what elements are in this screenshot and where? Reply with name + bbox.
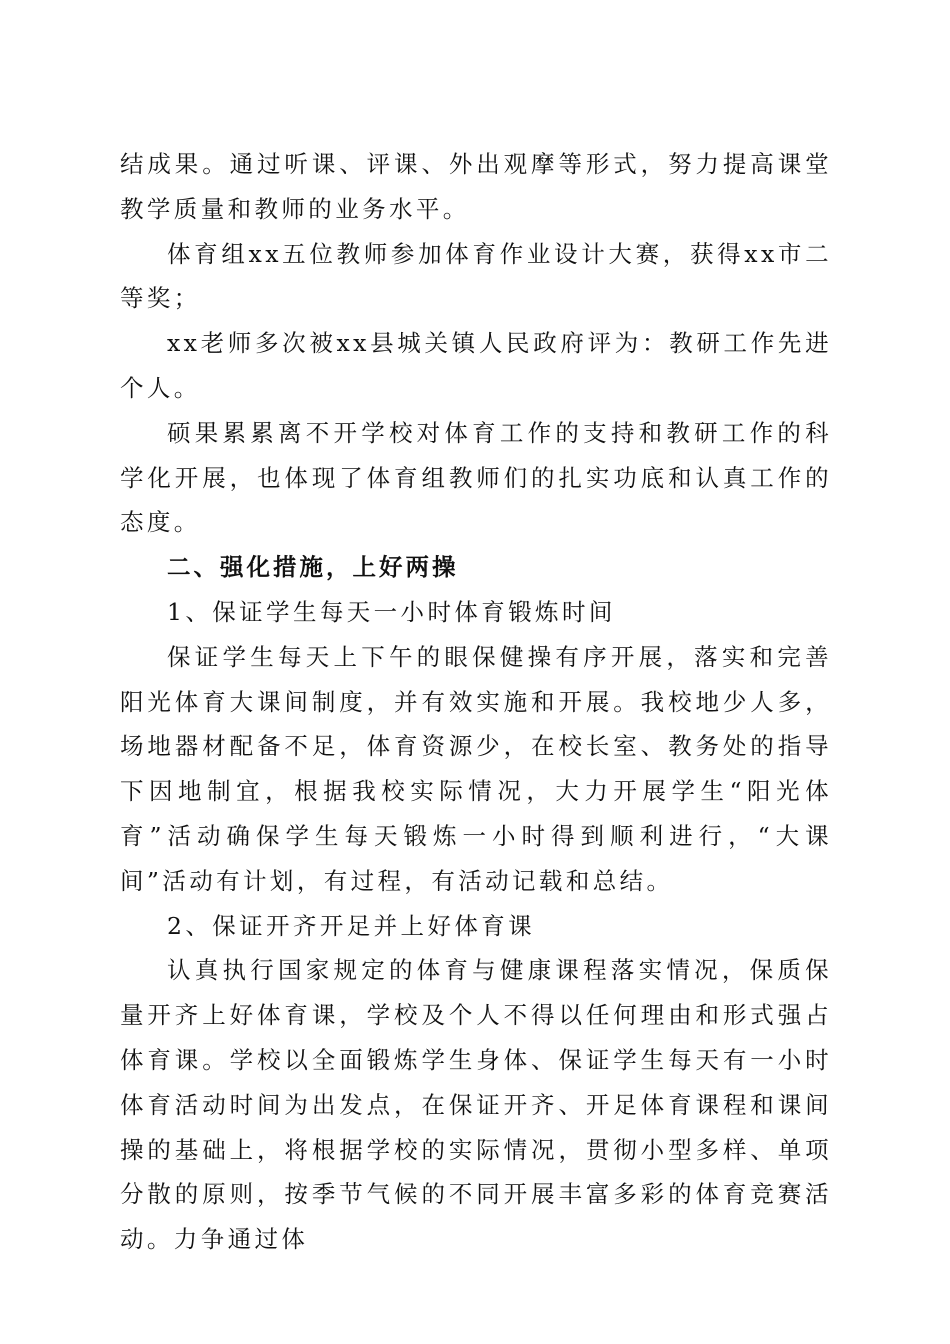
subheading-one-hour-exercise: 1、保证学生每天一小时体育锻炼时间 bbox=[167, 597, 616, 626]
subheading-pe-classes: 2、保证开齐开足并上好体育课 bbox=[167, 911, 536, 940]
section-heading-two: 二、强化措施，上好两操 bbox=[167, 553, 459, 582]
paragraph-sunshine-sports: 保证学生每天上下午的眼保健操有序开展，落实和完善阳光体育大课间制度，并有效实施和开展。我校地少人多，场地器材配备不足，体育资源少，在校长室、教务处的指导下因地制宜，根据我校实际情况，大力开展学生“阳光体育”活动确保学生每天锻炼一小时得到顺利进行，“大课间”活动有计划，有过程，有活动记载和总结。 bbox=[120, 642, 832, 895]
paragraph-pe-curriculum: 认真执行国家规定的体育与健康课程落实情况，保质保量开齐上好体育课，学校及个人不得以任何理由和形式强占体育课。学校以全面锻炼学生身体、保证学生每天有一小时体育活动时间为出发点，在保证开齐、开足体育课程和课间操的基础上，将根据学校的实际情况，贯彻小型多样、单项分散的原则，按季节气候的不同开展丰富多彩的体育竞赛活动。力争通过体 bbox=[120, 956, 832, 1254]
document-body bbox=[120, 142, 832, 1262]
paragraph-continuation: 结成果。通过听课、评课、外出观摩等形式，努力提高课堂教学质量和教师的业务水平。 bbox=[120, 150, 832, 223]
paragraph-achievements-summary: 硕果累累离不开学校对体育工作的支持和教研工作的科学化开展，也体现了体育组教师们的扎实功底和认真工作的态度。 bbox=[120, 418, 832, 537]
paragraph-advanced-individual: xx老师多次被xx县城关镇人民政府评为：教研工作先进个人。 bbox=[120, 329, 832, 402]
paragraph-award-design-contest: 体育组xx五位教师参加体育作业设计大赛，获得xx市二等奖； bbox=[120, 239, 832, 313]
